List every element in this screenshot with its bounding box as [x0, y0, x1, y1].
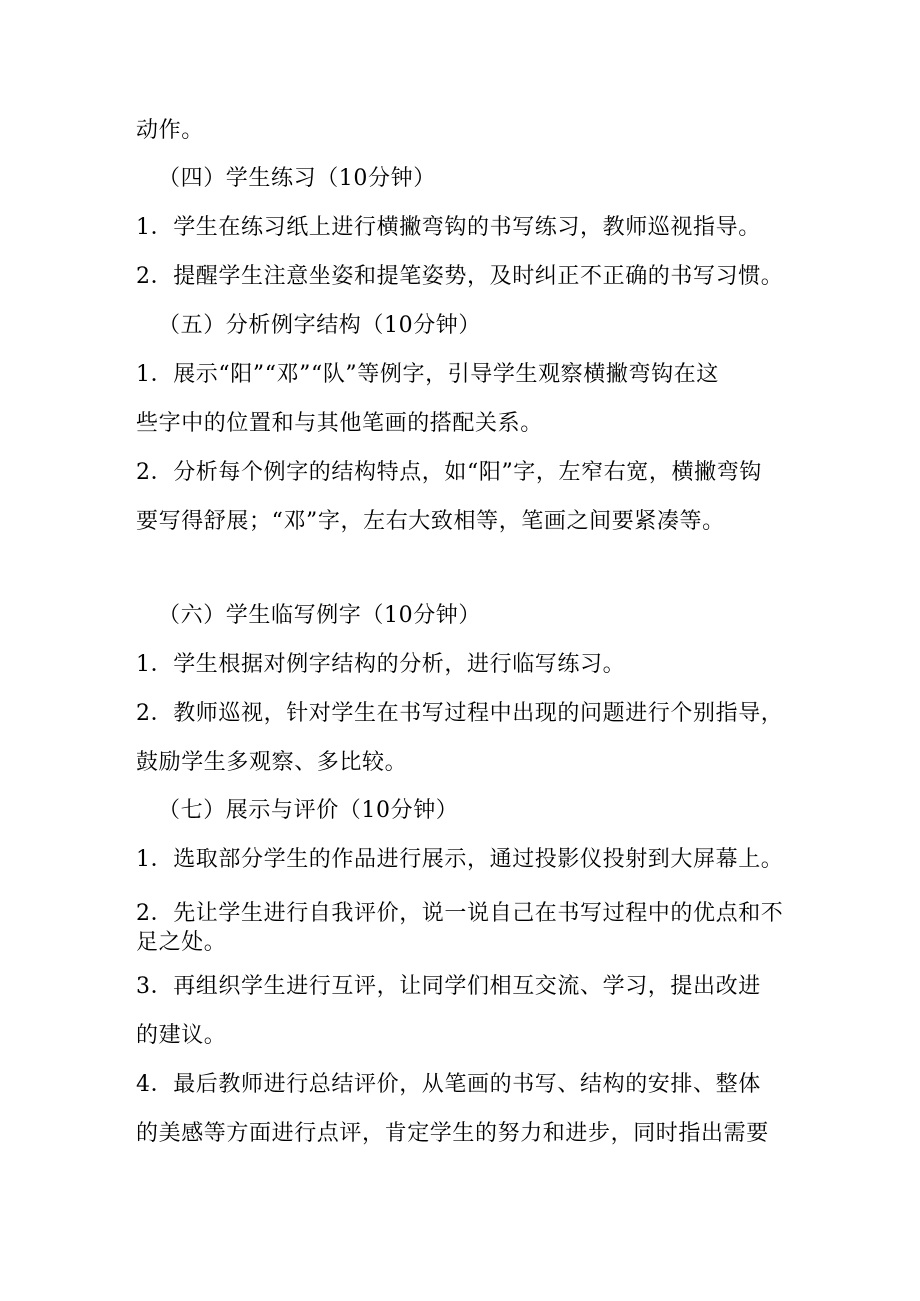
section-heading-5: （五）分析例字结构（10分钟） [158, 313, 481, 338]
paragraph-line: 些字中的位置和与其他笔画的搭配关系。 [136, 411, 543, 436]
paragraph-line: 3．再组织学生进行互评，让同学们相互交流、学习，提出改进 [136, 974, 761, 999]
paragraph-line: 1．学生根据对例字结构的分析，进行临写练习。 [136, 652, 626, 677]
paragraph-line: 的建议。 [136, 1023, 227, 1048]
paragraph-line: 1．选取部分学生的作品进行展示，通过投影仪投射到大屏幕上。 [136, 847, 784, 872]
paragraph-line: 足之处。 [136, 930, 227, 955]
paragraph-line: 1．学生在练习纸上进行横撇弯钩的书写练习，教师巡视指导。 [136, 215, 761, 240]
paragraph-line: 要写得舒展；“邓”字，左右大致相等，笔画之间要紧凑等。 [136, 509, 725, 534]
paragraph-line: 2．分析每个例字的结构特点，如“阳”字，左窄右宽，横撇弯钩 [136, 460, 762, 485]
paragraph-line: 鼓励学生多观察、多比较。 [136, 750, 408, 775]
paragraph-line: 4．最后教师进行总结评价，从笔画的书写、结构的安排、整体 [136, 1072, 761, 1097]
paragraph-line: 1．展示“阳”“邓”“队”等例字，引导学生观察横撇弯钩在这 [136, 362, 719, 387]
paragraph-line: 2．先让学生进行自我评价，说一说自己在书写过程中的优点和不 [136, 901, 784, 926]
section-heading-4: （四）学生练习（10分钟） [158, 166, 436, 191]
section-heading-6: （六）学生临写例字（10分钟） [158, 603, 481, 628]
paragraph-line: 2．教师巡视，针对学生在书写过程中出现的问题进行个别指导， [136, 701, 784, 726]
section-heading-7: （七）展示与评价（10分钟） [158, 798, 459, 823]
paragraph-line: 2．提醒学生注意坐姿和提笔姿势，及时纠正不正确的书写习惯。 [136, 264, 784, 289]
paragraph-line: 的美感等方面进行点评，肯定学生的努力和进步，同时指出需要 [136, 1121, 769, 1146]
paragraph-line: 动作。 [136, 118, 204, 143]
